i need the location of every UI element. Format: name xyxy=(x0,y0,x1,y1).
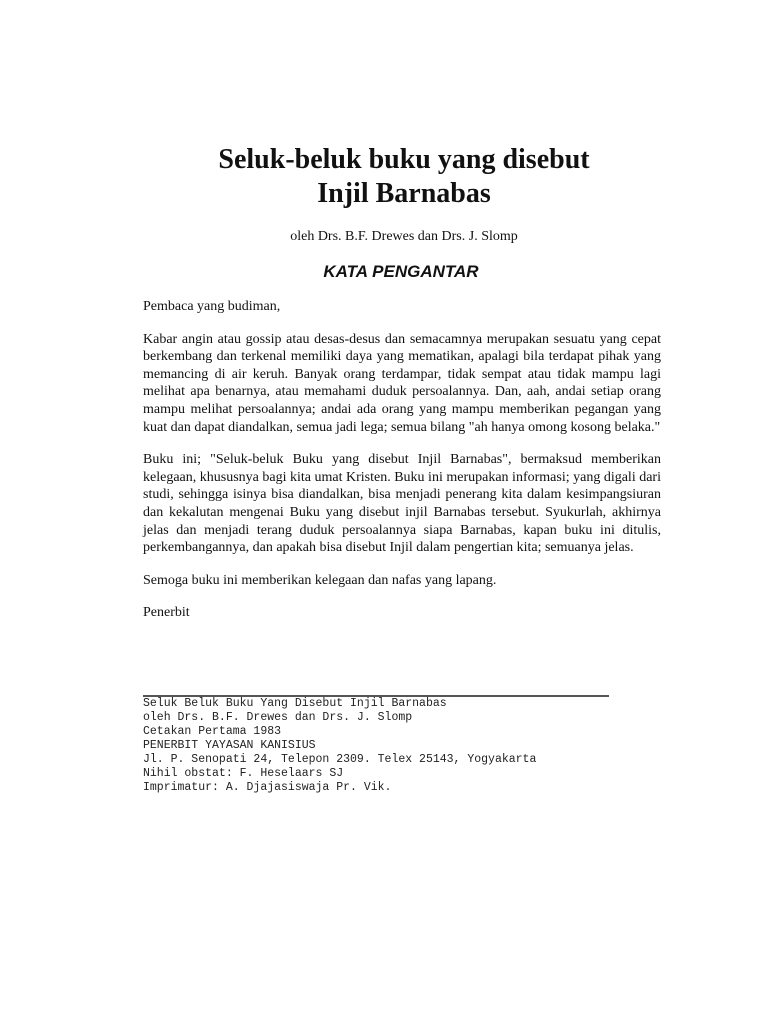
section-title: KATA PENGANTAR xyxy=(323,262,479,281)
paragraph-1: Kabar angin atau gossip atau desas-desus dan semacamnya merupakan sesuatu yang cepat berkembang dan terkenal memiliki daya yang mematikan, apalagi bila terdapat pihak yang memancing di air keruh. Banyak orang terdampar, tidak sempat atau tidak mampu lagi melihat apa benarnya, atau memahami duduk persoalannya. Dan, aah, andai setiap orang mampu melihat persoalannya; andai ada orang yang mampu memberikan pegangan yang kuat dan dapat diandalkan, semua jadi lega; semua bilang "ah hanya omong kosong belaka." xyxy=(143,331,661,435)
colophon-line: Seluk Beluk Buku Yang Disebut Injil Barnabas xyxy=(143,697,447,710)
colophon-line: oleh Drs. B.F. Drewes dan Drs. J. Slomp xyxy=(143,711,413,724)
paragraph-2: Buku ini; "Seluk-beluk Buku yang disebut Injil Barnabas", bermaksud memberikan kelegaan, khususnya bagi kita umat Kristen. Buku ini merupakan informasi; yang digali dari studi, sehingga isinya bisa diandalkan, bisa menjadi penerang kita dalam kesimpangsiuran dan kekalutan mengenai Buku yang disebut injil Barnabas tersebut. Syukurlah, akhirnya jelas dan menjadi terang duduk persoalannya siapa Barnabas, kapan buku ini ditulis, perkembangannya, dan apakah bisa disebut Injil dalam pengertian kita; semuanya jelas. xyxy=(143,452,661,556)
document-title xyxy=(0,143,768,211)
colophon-line: Jl. P. Senopati 24, Telepon 2309. Telex 25143, Yogyakarta xyxy=(143,753,537,766)
title-line-2: Injil Barnabas xyxy=(317,178,491,209)
title-line-1: Seluk-beluk buku yang disebut xyxy=(218,144,590,175)
greeting: Pembaca yang budiman, xyxy=(143,299,281,314)
colophon-line: PENERBIT YAYASAN KANISIUS xyxy=(143,739,316,752)
paragraph-3: Semoga buku ini memberikan kelegaan dan nafas yang lapang. xyxy=(143,572,497,588)
colophon-line: Cetakan Pertama 1983 xyxy=(143,725,282,738)
author-line: oleh Drs. B.F. Drewes dan Drs. J. Slomp xyxy=(290,229,518,244)
colophon-line: Nihil obstat: F. Heselaars SJ xyxy=(143,767,344,780)
signature: Penerbit xyxy=(143,605,190,621)
preface-body xyxy=(143,298,661,637)
colophon-line: Imprimatur: A. Djajasiswaja Pr. Vik. xyxy=(143,781,392,794)
colophon xyxy=(143,697,703,795)
